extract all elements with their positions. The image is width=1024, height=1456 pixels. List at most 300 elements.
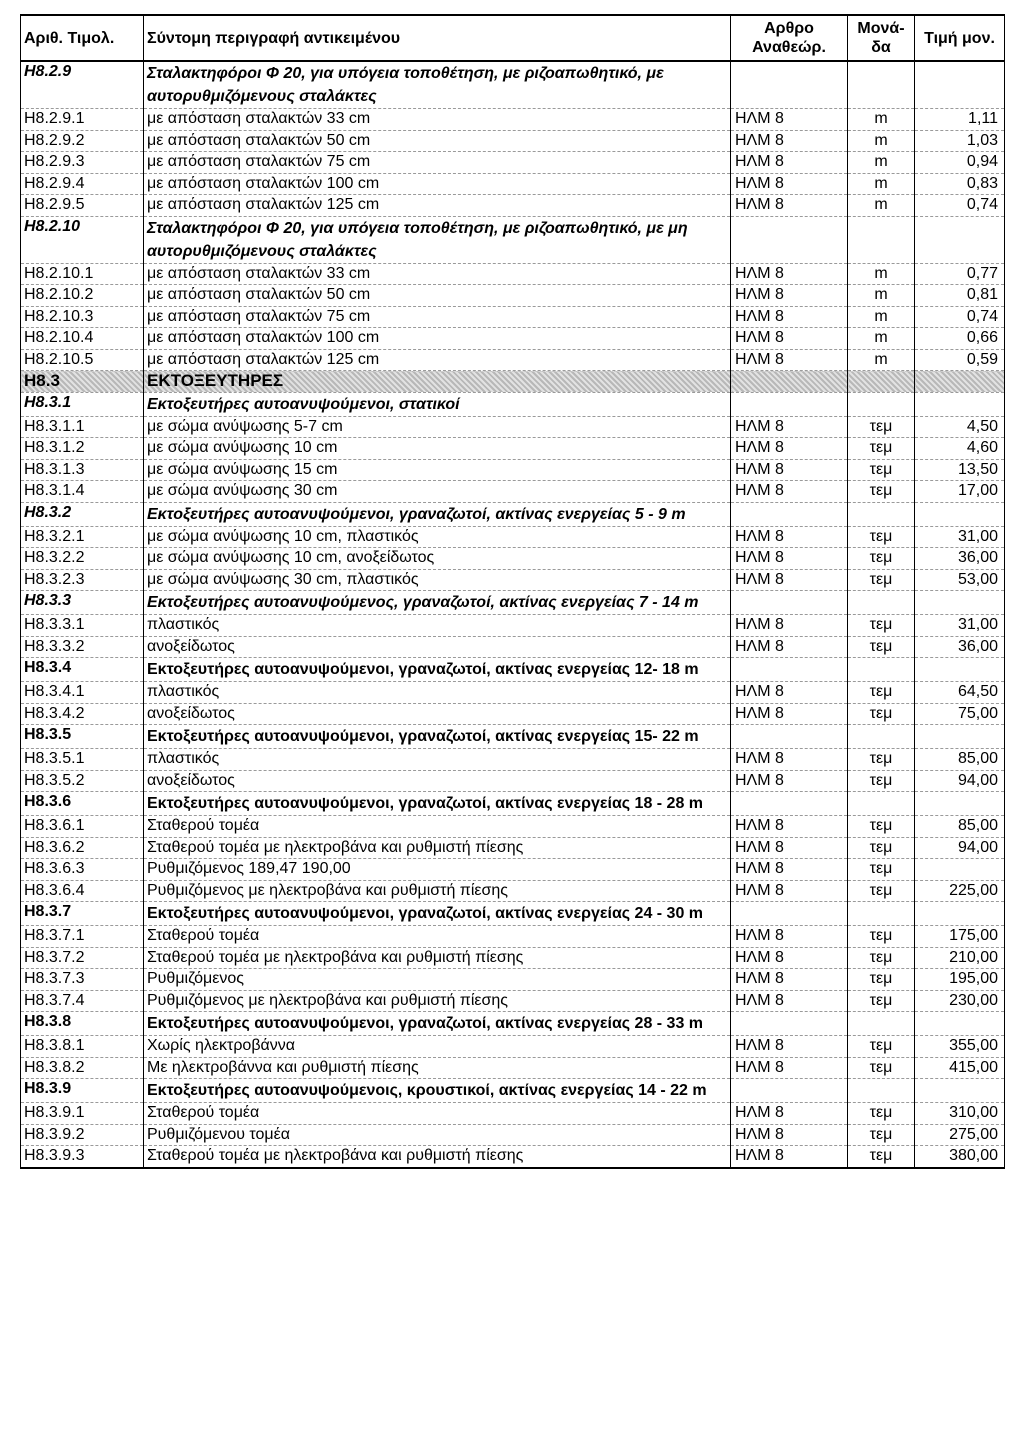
table-row bbox=[21, 770, 1005, 792]
article-cell: ΗΛΜ 8 bbox=[731, 481, 848, 503]
price-cell: 31,00 bbox=[915, 526, 1005, 548]
table-row bbox=[21, 990, 1005, 1012]
code-cell: H8.2.9.1 bbox=[21, 109, 144, 131]
description-cell: ανοξείδωτος bbox=[144, 770, 731, 792]
price-cell bbox=[915, 392, 1005, 416]
unit-cell: τεμ bbox=[848, 615, 915, 637]
code-cell: H8.3.9.1 bbox=[21, 1103, 144, 1125]
article-cell bbox=[731, 216, 848, 263]
code-cell: H8.2.10.3 bbox=[21, 306, 144, 328]
table-row bbox=[21, 615, 1005, 637]
unit-cell: m bbox=[848, 349, 915, 371]
article-cell bbox=[731, 658, 848, 682]
code-cell: H8.3.1.1 bbox=[21, 416, 144, 438]
unit-cell: τεμ bbox=[848, 1036, 915, 1058]
price-cell bbox=[915, 1012, 1005, 1036]
description-cell: με σώμα ανύψωσης 5-7 cm bbox=[144, 416, 731, 438]
table-row bbox=[21, 285, 1005, 307]
unit-cell: τεμ bbox=[848, 880, 915, 902]
price-cell: 36,00 bbox=[915, 548, 1005, 570]
description-cell: με απόσταση σταλακτών 75 cm bbox=[144, 152, 731, 174]
price-cell bbox=[915, 859, 1005, 881]
table-row bbox=[21, 459, 1005, 481]
header-article-line2: Αναθεώρ. bbox=[752, 39, 826, 56]
unit-cell bbox=[848, 1012, 915, 1036]
description-cell: με απόσταση σταλακτών 100 cm bbox=[144, 328, 731, 350]
article-cell: ΗΛΜ 8 bbox=[731, 1103, 848, 1125]
unit-cell: τεμ bbox=[848, 548, 915, 570]
code-cell: H8.2.10.4 bbox=[21, 328, 144, 350]
description-cell: Εκτοξευτήρες αυτοανυψούμενοι, γραναζωτοί, ακτίνας ενεργείας 18 - 28 m bbox=[144, 792, 731, 816]
price-cell bbox=[915, 725, 1005, 749]
price-cell: 53,00 bbox=[915, 569, 1005, 591]
price-cell: 0,59 bbox=[915, 349, 1005, 371]
description-cell: Ρυθμιζόμενος με ηλεκτροβάνα και ρυθμιστή πίεσης bbox=[144, 990, 731, 1012]
unit-cell: τεμ bbox=[848, 438, 915, 460]
code-cell: H8.3.7.4 bbox=[21, 990, 144, 1012]
code-cell: H8.3.7.3 bbox=[21, 969, 144, 991]
table-row bbox=[21, 328, 1005, 350]
table-row bbox=[21, 1124, 1005, 1146]
article-cell: ΗΛΜ 8 bbox=[731, 749, 848, 771]
price-cell: 75,00 bbox=[915, 703, 1005, 725]
price-cell bbox=[915, 1079, 1005, 1103]
table-row bbox=[21, 636, 1005, 658]
code-cell: H8.3.7.1 bbox=[21, 926, 144, 948]
unit-cell: τεμ bbox=[848, 816, 915, 838]
table-row bbox=[21, 109, 1005, 131]
group-header-row bbox=[21, 658, 1005, 682]
table-row bbox=[21, 548, 1005, 570]
description-cell: Σταθερού τομέα bbox=[144, 816, 731, 838]
group-header-row bbox=[21, 1012, 1005, 1036]
code-cell: H8.3.5.1 bbox=[21, 749, 144, 771]
price-cell: 0,66 bbox=[915, 328, 1005, 350]
article-cell: ΗΛΜ 8 bbox=[731, 1036, 848, 1058]
price-cell: 0,74 bbox=[915, 195, 1005, 217]
code-cell: H8.3.3 bbox=[21, 591, 144, 615]
article-cell: ΗΛΜ 8 bbox=[731, 837, 848, 859]
code-cell: H8.3 bbox=[21, 371, 144, 393]
description-cell: με απόσταση σταλακτών 125 cm bbox=[144, 195, 731, 217]
price-cell: 13,50 bbox=[915, 459, 1005, 481]
price-cell bbox=[915, 61, 1005, 109]
description-cell: Εκτοξευτήρες αυτοανυψούμενοι, στατικοί bbox=[144, 392, 731, 416]
code-cell: H8.3.6.2 bbox=[21, 837, 144, 859]
price-cell: 310,00 bbox=[915, 1103, 1005, 1125]
price-cell: 0,94 bbox=[915, 152, 1005, 174]
code-cell: H8.3.2.3 bbox=[21, 569, 144, 591]
article-cell bbox=[731, 902, 848, 926]
article-cell: ΗΛΜ 8 bbox=[731, 1057, 848, 1079]
price-cell: 415,00 bbox=[915, 1057, 1005, 1079]
description-cell: με απόσταση σταλακτών 33 cm bbox=[144, 263, 731, 285]
unit-cell bbox=[848, 1079, 915, 1103]
unit-cell: τεμ bbox=[848, 990, 915, 1012]
table-row bbox=[21, 195, 1005, 217]
price-cell: 355,00 bbox=[915, 1036, 1005, 1058]
group-header-row bbox=[21, 216, 1005, 263]
article-cell: ΗΛΜ 8 bbox=[731, 569, 848, 591]
description-cell: Ρυθμιζόμενος 189,47 190,00 bbox=[144, 859, 731, 881]
description-cell: Εκτοξευτήρες αυτοανυψούμενοι, γραναζωτοί, ακτίνας ενεργείας 28 - 33 m bbox=[144, 1012, 731, 1036]
table-row bbox=[21, 438, 1005, 460]
table-row bbox=[21, 130, 1005, 152]
code-cell: H8.3.8.1 bbox=[21, 1036, 144, 1058]
description-cell: Σταθερού τομέα με ηλεκτροβάνα και ρυθμιστή πίεσης bbox=[144, 1146, 731, 1168]
description-cell: πλαστικός bbox=[144, 615, 731, 637]
article-cell: ΗΛΜ 8 bbox=[731, 615, 848, 637]
article-cell: ΗΛΜ 8 bbox=[731, 990, 848, 1012]
group-header-row bbox=[21, 792, 1005, 816]
description-cell: Εκτοξευτήρες αυτοανυψούμενοι, γραναζωτοί, ακτίνας ενεργείας 12- 18 m bbox=[144, 658, 731, 682]
table-row bbox=[21, 703, 1005, 725]
table-row bbox=[21, 682, 1005, 704]
description-cell: Σταθερού τομέα bbox=[144, 926, 731, 948]
table-row bbox=[21, 859, 1005, 881]
unit-cell: τεμ bbox=[848, 636, 915, 658]
unit-cell: m bbox=[848, 173, 915, 195]
unit-cell bbox=[848, 61, 915, 109]
description-cell: Σταλακτηφόροι Φ 20, για υπόγεια τοποθέτηση, με ριζοαπωθητικό, με μη αυτορυθμιζόμενους σταλάκτες bbox=[144, 216, 731, 263]
group-header-row bbox=[21, 591, 1005, 615]
code-cell: H8.2.9 bbox=[21, 61, 144, 109]
unit-cell: m bbox=[848, 263, 915, 285]
unit-cell: τεμ bbox=[848, 703, 915, 725]
table-row bbox=[21, 1057, 1005, 1079]
unit-cell: τεμ bbox=[848, 926, 915, 948]
unit-cell: τεμ bbox=[848, 481, 915, 503]
code-cell: H8.3.8.2 bbox=[21, 1057, 144, 1079]
group-header-row bbox=[21, 1079, 1005, 1103]
price-cell: 1,03 bbox=[915, 130, 1005, 152]
table-row bbox=[21, 173, 1005, 195]
article-cell: ΗΛΜ 8 bbox=[731, 328, 848, 350]
header-article bbox=[731, 15, 848, 61]
price-cell: 31,00 bbox=[915, 615, 1005, 637]
price-cell: 4,60 bbox=[915, 438, 1005, 460]
code-cell: H8.3.9.2 bbox=[21, 1124, 144, 1146]
code-cell: H8.3.8 bbox=[21, 1012, 144, 1036]
code-cell: H8.2.9.5 bbox=[21, 195, 144, 217]
table-body bbox=[21, 61, 1005, 1168]
price-cell bbox=[915, 902, 1005, 926]
code-cell: H8.2.10.5 bbox=[21, 349, 144, 371]
article-cell: ΗΛΜ 8 bbox=[731, 263, 848, 285]
description-cell: Εκτοξευτήρες αυτοανυψούμενοι, γραναζωτοί, ακτίνας ενεργείας 24 - 30 m bbox=[144, 902, 731, 926]
unit-cell bbox=[848, 216, 915, 263]
price-cell: 36,00 bbox=[915, 636, 1005, 658]
table-row bbox=[21, 306, 1005, 328]
price-cell: 175,00 bbox=[915, 926, 1005, 948]
code-cell: H8.3.5 bbox=[21, 725, 144, 749]
unit-cell: τεμ bbox=[848, 749, 915, 771]
article-cell: ΗΛΜ 8 bbox=[731, 548, 848, 570]
article-cell bbox=[731, 392, 848, 416]
group-header-row bbox=[21, 725, 1005, 749]
article-cell bbox=[731, 502, 848, 526]
unit-cell: τεμ bbox=[848, 682, 915, 704]
unit-cell: τεμ bbox=[848, 1103, 915, 1125]
price-cell: 94,00 bbox=[915, 837, 1005, 859]
description-cell: Ρυθμιζόμενου τομέα bbox=[144, 1124, 731, 1146]
unit-cell: τεμ bbox=[848, 947, 915, 969]
price-cell: 17,00 bbox=[915, 481, 1005, 503]
header-unit bbox=[848, 15, 915, 61]
description-cell: με σώμα ανύψωσης 10 cm, ανοξείδωτος bbox=[144, 548, 731, 570]
price-cell bbox=[915, 502, 1005, 526]
header-article-line1: Αρθρο bbox=[764, 20, 814, 37]
unit-cell: m bbox=[848, 152, 915, 174]
code-cell: H8.3.6.4 bbox=[21, 880, 144, 902]
code-cell: H8.3.6.1 bbox=[21, 816, 144, 838]
table-row bbox=[21, 969, 1005, 991]
code-cell: H8.3.3.1 bbox=[21, 615, 144, 637]
article-cell: ΗΛΜ 8 bbox=[731, 349, 848, 371]
article-cell: ΗΛΜ 8 bbox=[731, 459, 848, 481]
price-cell: 0,81 bbox=[915, 285, 1005, 307]
description-cell: Εκτοξευτήρες αυτοανυψούμενοι, γραναζωτοί, ακτίνας ενεργείας 15- 22 m bbox=[144, 725, 731, 749]
section-header-row bbox=[21, 371, 1005, 393]
unit-cell: τεμ bbox=[848, 770, 915, 792]
table-row bbox=[21, 880, 1005, 902]
article-cell: ΗΛΜ 8 bbox=[731, 1146, 848, 1168]
unit-cell: τεμ bbox=[848, 416, 915, 438]
group-header-row bbox=[21, 61, 1005, 109]
description-cell: Σταθερού τομέα με ηλεκτροβάνα και ρυθμιστή πίεσης bbox=[144, 837, 731, 859]
article-cell: ΗΛΜ 8 bbox=[731, 880, 848, 902]
description-cell: πλαστικός bbox=[144, 749, 731, 771]
price-cell: 85,00 bbox=[915, 816, 1005, 838]
article-cell: ΗΛΜ 8 bbox=[731, 152, 848, 174]
price-cell: 210,00 bbox=[915, 947, 1005, 969]
article-cell bbox=[731, 1012, 848, 1036]
code-cell: H8.3.3.2 bbox=[21, 636, 144, 658]
description-cell: με απόσταση σταλακτών 100 cm bbox=[144, 173, 731, 195]
table-row bbox=[21, 526, 1005, 548]
table-row bbox=[21, 481, 1005, 503]
price-cell: 0,77 bbox=[915, 263, 1005, 285]
description-cell: με σώμα ανύψωσης 10 cm bbox=[144, 438, 731, 460]
description-cell: Με ηλεκτροβάννα και ρυθμιστή πίεσης bbox=[144, 1057, 731, 1079]
article-cell: ΗΛΜ 8 bbox=[731, 109, 848, 131]
code-cell: H8.3.4.2 bbox=[21, 703, 144, 725]
code-cell: H8.2.10.1 bbox=[21, 263, 144, 285]
description-cell: Σταθερού τομέα bbox=[144, 1103, 731, 1125]
table-row bbox=[21, 1036, 1005, 1058]
code-cell: H8.2.10.2 bbox=[21, 285, 144, 307]
unit-cell: m bbox=[848, 195, 915, 217]
table-row bbox=[21, 152, 1005, 174]
unit-cell: τεμ bbox=[848, 837, 915, 859]
description-cell: Ρυθμιζόμενος bbox=[144, 969, 731, 991]
article-cell: ΗΛΜ 8 bbox=[731, 682, 848, 704]
unit-cell bbox=[848, 658, 915, 682]
article-cell: ΗΛΜ 8 bbox=[731, 703, 848, 725]
table-row bbox=[21, 947, 1005, 969]
price-cell bbox=[915, 792, 1005, 816]
code-cell: H8.2.10 bbox=[21, 216, 144, 263]
table-row bbox=[21, 749, 1005, 771]
price-cell: 0,83 bbox=[915, 173, 1005, 195]
price-cell bbox=[915, 658, 1005, 682]
table-row bbox=[21, 349, 1005, 371]
unit-cell bbox=[848, 902, 915, 926]
description-cell: με απόσταση σταλακτών 75 cm bbox=[144, 306, 731, 328]
unit-cell: τεμ bbox=[848, 1057, 915, 1079]
description-cell: με απόσταση σταλακτών 50 cm bbox=[144, 130, 731, 152]
unit-cell bbox=[848, 725, 915, 749]
article-cell: ΗΛΜ 8 bbox=[731, 526, 848, 548]
table-header-row bbox=[21, 15, 1005, 61]
code-cell: H8.2.9.4 bbox=[21, 173, 144, 195]
description-cell: Σταλακτηφόροι Φ 20, για υπόγεια τοποθέτηση, με ριζοαπωθητικό, με αυτορυθμιζόμενους σταλάκτες bbox=[144, 61, 731, 109]
article-cell: ΗΛΜ 8 bbox=[731, 173, 848, 195]
article-cell: ΗΛΜ 8 bbox=[731, 438, 848, 460]
code-cell: H8.3.7 bbox=[21, 902, 144, 926]
price-cell: 275,00 bbox=[915, 1124, 1005, 1146]
article-cell bbox=[731, 725, 848, 749]
header-unit-line1: Μονά- bbox=[857, 20, 905, 37]
description-cell: Εκτοξευτήρες αυτοανυψούμενος, γραναζωτοί, ακτίνας ενεργείας 7 - 14 m bbox=[144, 591, 731, 615]
price-cell: 380,00 bbox=[915, 1146, 1005, 1168]
unit-cell: τεμ bbox=[848, 459, 915, 481]
table-row bbox=[21, 816, 1005, 838]
price-cell: 195,00 bbox=[915, 969, 1005, 991]
description-cell: Εκτοξευτήρες αυτοανυψούμενοις, κρουστικοί, ακτίνας ενεργείας 14 - 22 m bbox=[144, 1079, 731, 1103]
header-description: Σύντομη περιγραφή αντικειμένου bbox=[144, 15, 731, 61]
unit-cell bbox=[848, 392, 915, 416]
code-cell: H8.3.4.1 bbox=[21, 682, 144, 704]
unit-cell bbox=[848, 502, 915, 526]
article-cell: ΗΛΜ 8 bbox=[731, 926, 848, 948]
article-cell: ΗΛΜ 8 bbox=[731, 285, 848, 307]
price-list-sheet bbox=[20, 14, 1004, 1169]
price-cell: 94,00 bbox=[915, 770, 1005, 792]
description-cell: Εκτοξευτήρες αυτοανυψούμενοι, γραναζωτοί, ακτίνας ενεργείας 5 - 9 m bbox=[144, 502, 731, 526]
description-cell: με σώμα ανύψωσης 30 cm bbox=[144, 481, 731, 503]
description-cell: με απόσταση σταλακτών 50 cm bbox=[144, 285, 731, 307]
unit-cell: τεμ bbox=[848, 969, 915, 991]
table-row bbox=[21, 263, 1005, 285]
price-cell: 0,74 bbox=[915, 306, 1005, 328]
price-cell: 4,50 bbox=[915, 416, 1005, 438]
description-cell: με σώμα ανύψωσης 15 cm bbox=[144, 459, 731, 481]
article-cell bbox=[731, 371, 848, 393]
group-header-row bbox=[21, 902, 1005, 926]
description-cell: Σταθερού τομέα με ηλεκτροβάνα και ρυθμιστή πίεσης bbox=[144, 947, 731, 969]
unit-cell bbox=[848, 371, 915, 393]
unit-cell bbox=[848, 591, 915, 615]
description-cell: Χωρίς ηλεκτροβάννα bbox=[144, 1036, 731, 1058]
price-cell bbox=[915, 216, 1005, 263]
group-header-row bbox=[21, 502, 1005, 526]
code-cell: H8.3.2 bbox=[21, 502, 144, 526]
unit-cell bbox=[848, 792, 915, 816]
price-cell bbox=[915, 591, 1005, 615]
table-row bbox=[21, 416, 1005, 438]
code-cell: H8.3.6.3 bbox=[21, 859, 144, 881]
article-cell: ΗΛΜ 8 bbox=[731, 130, 848, 152]
description-cell: ανοξείδωτος bbox=[144, 703, 731, 725]
article-cell: ΗΛΜ 8 bbox=[731, 306, 848, 328]
code-cell: H8.3.9.3 bbox=[21, 1146, 144, 1168]
price-cell: 85,00 bbox=[915, 749, 1005, 771]
price-cell: 230,00 bbox=[915, 990, 1005, 1012]
code-cell: H8.3.1.3 bbox=[21, 459, 144, 481]
article-cell: ΗΛΜ 8 bbox=[731, 859, 848, 881]
unit-cell: m bbox=[848, 285, 915, 307]
article-cell: ΗΛΜ 8 bbox=[731, 1124, 848, 1146]
code-cell: H8.3.5.2 bbox=[21, 770, 144, 792]
table-row bbox=[21, 837, 1005, 859]
description-cell: με σώμα ανύψωσης 10 cm, πλαστικός bbox=[144, 526, 731, 548]
code-cell: H8.3.2.1 bbox=[21, 526, 144, 548]
description-cell: ανοξείδωτος bbox=[144, 636, 731, 658]
price-cell: 1,11 bbox=[915, 109, 1005, 131]
table-row bbox=[21, 926, 1005, 948]
unit-cell: m bbox=[848, 109, 915, 131]
header-unit-line2: δα bbox=[871, 39, 891, 56]
table-row bbox=[21, 1146, 1005, 1168]
unit-cell: m bbox=[848, 306, 915, 328]
code-cell: H8.3.7.2 bbox=[21, 947, 144, 969]
table-row bbox=[21, 1103, 1005, 1125]
code-cell: H8.3.4 bbox=[21, 658, 144, 682]
article-cell: ΗΛΜ 8 bbox=[731, 416, 848, 438]
unit-cell: τεμ bbox=[848, 1124, 915, 1146]
price-cell bbox=[915, 371, 1005, 393]
article-cell: ΗΛΜ 8 bbox=[731, 947, 848, 969]
article-cell bbox=[731, 1079, 848, 1103]
description-cell: ΕΚΤΟΞΕΥΤΗΡΕΣ bbox=[144, 371, 731, 393]
unit-cell: τεμ bbox=[848, 569, 915, 591]
code-cell: H8.3.1.4 bbox=[21, 481, 144, 503]
code-cell: H8.2.9.3 bbox=[21, 152, 144, 174]
article-cell bbox=[731, 591, 848, 615]
description-cell: με απόσταση σταλακτών 125 cm bbox=[144, 349, 731, 371]
code-cell: H8.3.1.2 bbox=[21, 438, 144, 460]
article-cell bbox=[731, 61, 848, 109]
code-cell: H8.3.9 bbox=[21, 1079, 144, 1103]
article-cell bbox=[731, 792, 848, 816]
article-cell: ΗΛΜ 8 bbox=[731, 636, 848, 658]
description-cell: Ρυθμιζόμενος με ηλεκτροβάνα και ρυθμιστή πίεσης bbox=[144, 880, 731, 902]
description-cell: πλαστικός bbox=[144, 682, 731, 704]
unit-cell: τεμ bbox=[848, 1146, 915, 1168]
unit-cell: τεμ bbox=[848, 526, 915, 548]
article-cell: ΗΛΜ 8 bbox=[731, 969, 848, 991]
code-cell: H8.3.1 bbox=[21, 392, 144, 416]
price-table bbox=[20, 14, 1005, 1169]
price-cell: 225,00 bbox=[915, 880, 1005, 902]
description-cell: με απόσταση σταλακτών 33 cm bbox=[144, 109, 731, 131]
header-price: Τιμή μον. bbox=[915, 15, 1005, 61]
code-cell: H8.2.9.2 bbox=[21, 130, 144, 152]
code-cell: H8.3.2.2 bbox=[21, 548, 144, 570]
description-cell: με σώμα ανύψωσης 30 cm, πλαστικός bbox=[144, 569, 731, 591]
article-cell: ΗΛΜ 8 bbox=[731, 816, 848, 838]
article-cell: ΗΛΜ 8 bbox=[731, 770, 848, 792]
unit-cell: m bbox=[848, 328, 915, 350]
group-header-row bbox=[21, 392, 1005, 416]
header-code: Αριθ. Τιμολ. bbox=[21, 15, 144, 61]
code-cell: H8.3.6 bbox=[21, 792, 144, 816]
price-cell: 64,50 bbox=[915, 682, 1005, 704]
table-row bbox=[21, 569, 1005, 591]
article-cell: ΗΛΜ 8 bbox=[731, 195, 848, 217]
unit-cell: τεμ bbox=[848, 859, 915, 881]
